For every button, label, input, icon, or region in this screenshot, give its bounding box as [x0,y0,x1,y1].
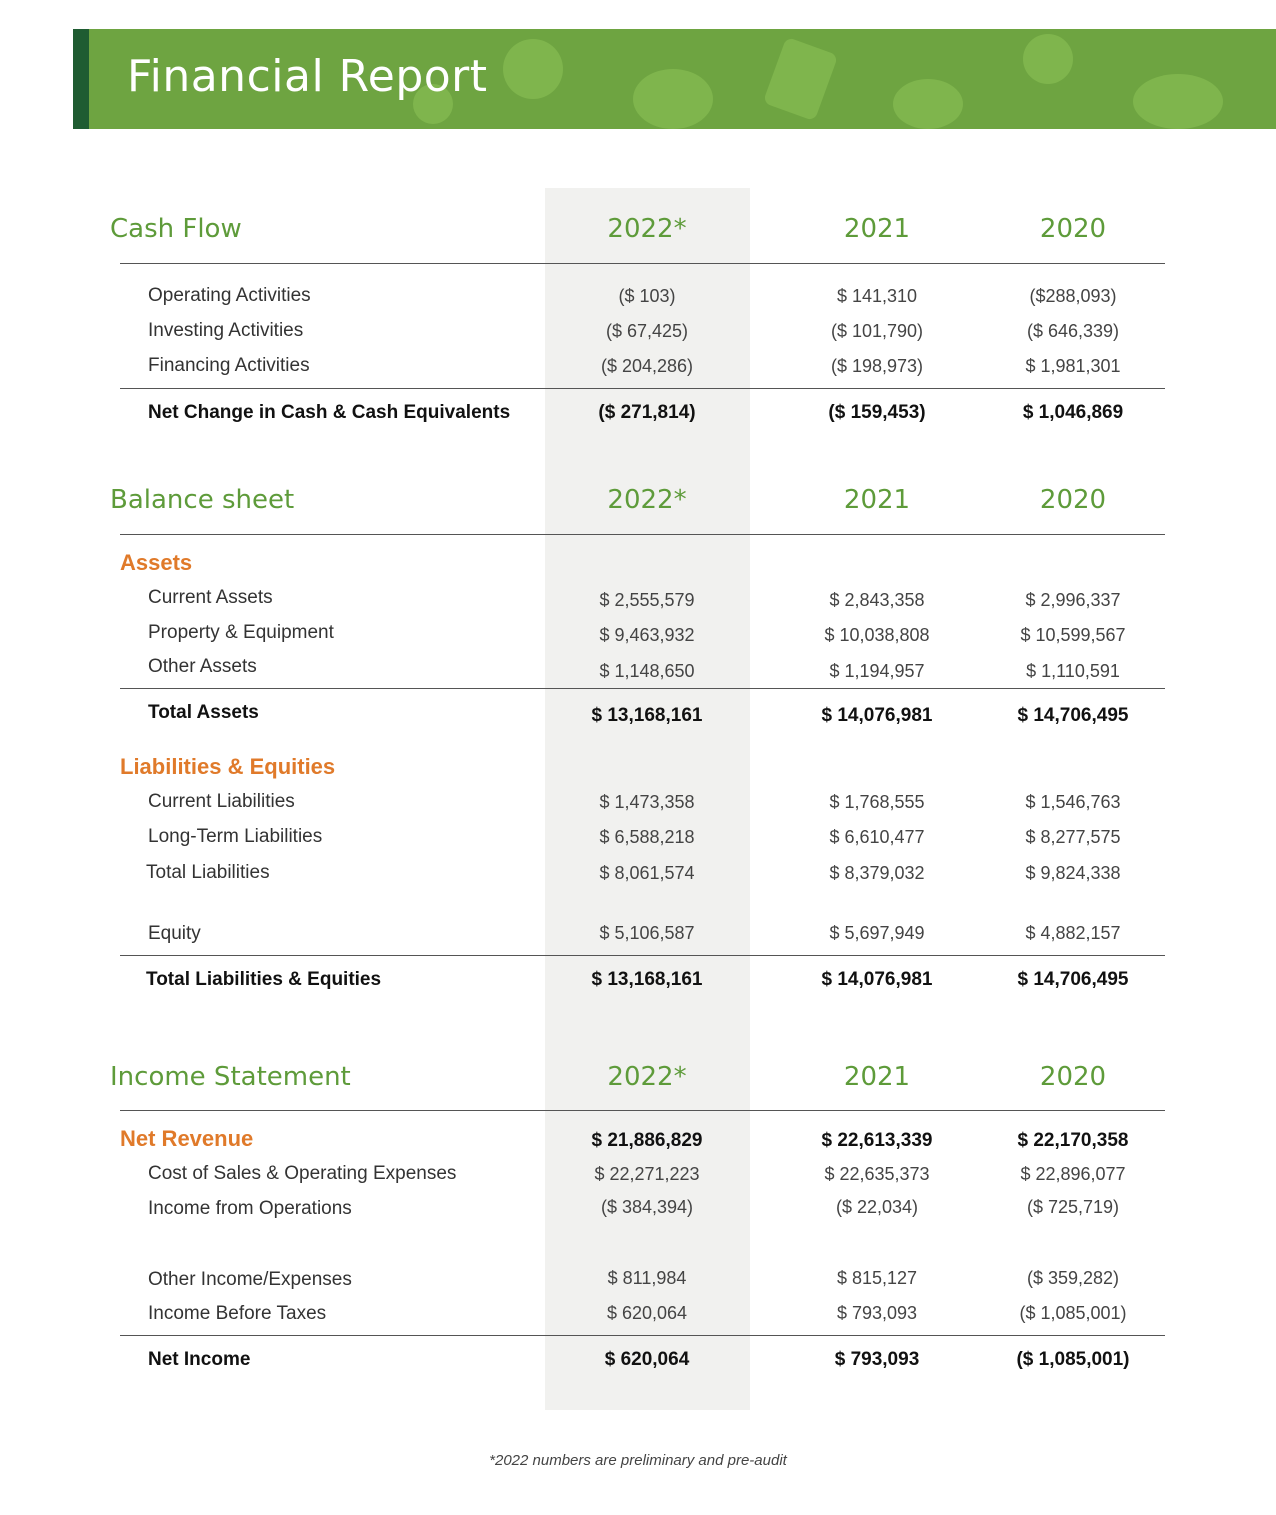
cell-value: ($ 725,719) [1026,1197,1120,1217]
cell-value: $ 1,473,358 [599,792,695,812]
cell-value: $ 811,984 [607,1268,687,1288]
cell-value: $ 1,981,301 [1025,356,1121,376]
cell-value: $ 9,824,338 [1025,863,1121,883]
section-heading-cash-flow: Cash Flow [110,214,242,244]
row-label: Cost of Sales & Operating Expenses [148,1163,457,1184]
cell-value: $ 1,148,650 [599,661,695,681]
total-value: $ 1,046,869 [1022,402,1124,423]
cell-value: $ 22,635,373 [824,1164,930,1184]
cell-value: $ 1,546,763 [1025,792,1121,812]
cell-value: $ 8,061,574 [599,863,695,883]
cell-value: ($ 204,286) [600,356,694,376]
total-value: $ 21,886,829 [591,1130,703,1151]
year-header: 2021 [843,485,911,515]
cell-value: $ 815,127 [836,1268,918,1288]
cell-value: $ 1,194,957 [829,661,925,681]
row-label: Financing Activities [148,355,310,376]
cell-value: ($ 384,394) [600,1197,694,1217]
row-label: Operating Activities [148,285,311,306]
subheading-net-revenue: Net Revenue [120,1126,254,1151]
decorative-pattern [503,39,563,99]
row-label: Equity [148,923,201,944]
cell-value: $ 793,093 [836,1303,918,1323]
divider [120,688,1165,689]
cell-value: ($288,093) [1029,286,1117,306]
cell-value: $ 5,697,949 [829,923,925,943]
divider [120,1110,1165,1111]
divider [120,388,1165,389]
cell-value: $ 1,768,555 [829,792,925,812]
row-label: Income Before Taxes [148,1303,327,1324]
row-label: Other Assets [148,656,257,677]
cell-value: ($ 101,790) [830,321,924,341]
year-header: 2020 [1039,485,1107,515]
year-header: 2022* [607,1062,687,1092]
row-label: Other Income/Expenses [148,1269,352,1290]
cell-value: ($ 1,085,001) [1019,1303,1127,1323]
section-heading-income-statement: Income Statement [110,1062,351,1092]
cell-value: $ 10,038,808 [824,625,930,645]
total-label: Total Liabilities & Equities [146,969,382,990]
divider [120,534,1165,535]
divider [120,1335,1165,1336]
total-value: $ 14,706,495 [1017,969,1129,990]
year-header: 2020 [1039,1062,1107,1092]
decorative-pattern [893,79,963,129]
divider [120,955,1165,956]
cell-value: ($ 198,973) [830,356,924,376]
year-header: 2021 [843,1062,911,1092]
year-header: 2021 [843,214,911,244]
year-header: 2022* [607,214,687,244]
cell-value: $ 9,463,932 [599,625,695,645]
year-header: 2020 [1039,214,1107,244]
cell-value: $ 8,379,032 [829,863,925,883]
header-banner [73,29,1276,129]
cell-value: $ 2,555,579 [599,590,695,610]
total-label: Net Change in Cash & Cash Equivalents [148,402,511,423]
total-value: ($ 271,814) [598,402,696,423]
footnote: *2022 numbers are preliminary and pre-audit [489,1452,787,1469]
cell-value: $ 5,106,587 [599,923,695,943]
cell-value: $ 8,277,575 [1025,827,1121,847]
total-value: $ 14,706,495 [1017,705,1129,726]
cell-value: ($ 67,425) [605,321,689,341]
decorative-pattern [1023,34,1073,84]
page-title: Financial Report [127,51,488,102]
total-value: $ 22,170,358 [1017,1130,1129,1151]
row-label: Current Liabilities [148,791,295,812]
cell-value: $ 4,882,157 [1025,923,1121,943]
total-value: $ 14,076,981 [821,969,933,990]
row-label: Property & Equipment [148,622,334,643]
row-label: Current Assets [148,587,273,608]
total-label: Total Assets [148,702,259,723]
cell-value: $ 22,271,223 [594,1164,700,1184]
section-heading-balance-sheet: Balance sheet [110,485,295,515]
total-value: $ 620,064 [604,1349,690,1370]
decorative-pattern [1133,74,1223,129]
cell-value: ($ 22,034) [835,1197,919,1217]
year-header: 2022* [607,485,687,515]
cell-value: $ 6,610,477 [829,827,925,847]
cell-value: $ 22,896,077 [1020,1164,1126,1184]
total-value: $ 22,613,339 [821,1130,933,1151]
decorative-pattern [763,37,839,122]
cell-value: $ 1,110,591 [1026,661,1120,681]
row-label: Total Liabilities [146,862,270,883]
total-value: $ 13,168,161 [591,969,703,990]
total-value: ($ 159,453) [828,402,926,423]
subheading-assets: Assets [120,550,193,575]
cell-value: ($ 646,339) [1026,321,1120,341]
cell-value: ($ 359,282) [1026,1268,1120,1288]
total-label: Net Income [148,1349,251,1370]
row-label: Long-Term Liabilities [148,826,323,847]
divider [120,263,1165,264]
cell-value: ($ 103) [618,286,676,306]
row-label: Income from Operations [148,1198,352,1219]
row-label: Investing Activities [148,320,304,341]
total-value: $ 13,168,161 [591,705,703,726]
cell-value: $ 141,310 [836,286,918,306]
cell-value: $ 6,588,218 [599,827,695,847]
cell-value: $ 2,996,337 [1025,590,1121,610]
banner-accent-stripe [73,29,89,129]
subheading-liabilities-equities: Liabilities & Equities [120,754,336,779]
cell-value: $ 2,843,358 [829,590,925,610]
decorative-pattern [633,69,713,129]
total-value: ($ 1,085,001) [1016,1349,1130,1370]
cell-value: $ 10,599,567 [1020,625,1126,645]
total-value: $ 793,093 [834,1349,920,1370]
cell-value: $ 620,064 [606,1303,688,1323]
total-value: $ 14,076,981 [821,705,933,726]
